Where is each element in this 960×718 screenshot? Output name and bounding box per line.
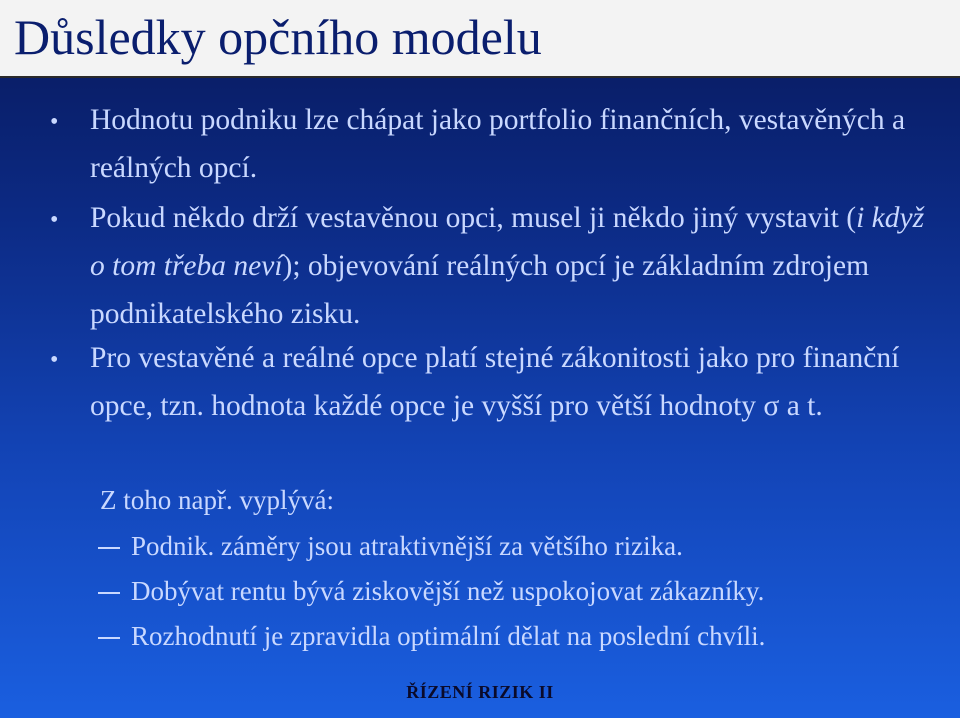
dash-icon [98, 592, 120, 594]
sub-item: Dobývat rentu bývá ziskovější než uspokojovat zákazníky. [131, 576, 765, 606]
bullet-item: Hodnotu podniku lze chápat jako portfolio finančních, vestavěných a reálných opcí. [90, 104, 906, 184]
title-bar [0, 0, 960, 78]
bullet-item: Pro vestavěné a reálné opce platí stejné zákonitosti jako pro finanční opce, tzn. hodnota každé opce je vyšší pro větší hodnoty σ a t. [90, 342, 900, 422]
sub-item: Rozhodnutí je zpravidla optimální dělat na poslední chvíli. [131, 621, 766, 651]
bullet-italic-text: i když o tom třeba neví [90, 202, 925, 282]
bullet-item [90, 194, 940, 338]
bullet-text: Pokud někdo drží vestavěnou opci, musel ji někdo jiný vystavit ( [90, 202, 857, 234]
bullet-text: ); objevování reálných opcí je základním zdrojem podnikatelského zisku. [90, 250, 870, 330]
bullet-icon: • [50, 347, 59, 373]
dash-icon [98, 637, 120, 639]
dash-icon [98, 547, 120, 549]
slide-title: Důsledky opčního modelu [14, 9, 542, 65]
bullet-icon: • [50, 109, 59, 135]
note-text: Z toho např. vyplývá: [100, 485, 334, 515]
bullet-icon: • [50, 207, 59, 233]
slide-footer: ŘÍZENÍ RIZIK II [406, 682, 554, 702]
sub-item: Podnik. záměry jsou atraktivnější za většího rizika. [131, 531, 683, 561]
